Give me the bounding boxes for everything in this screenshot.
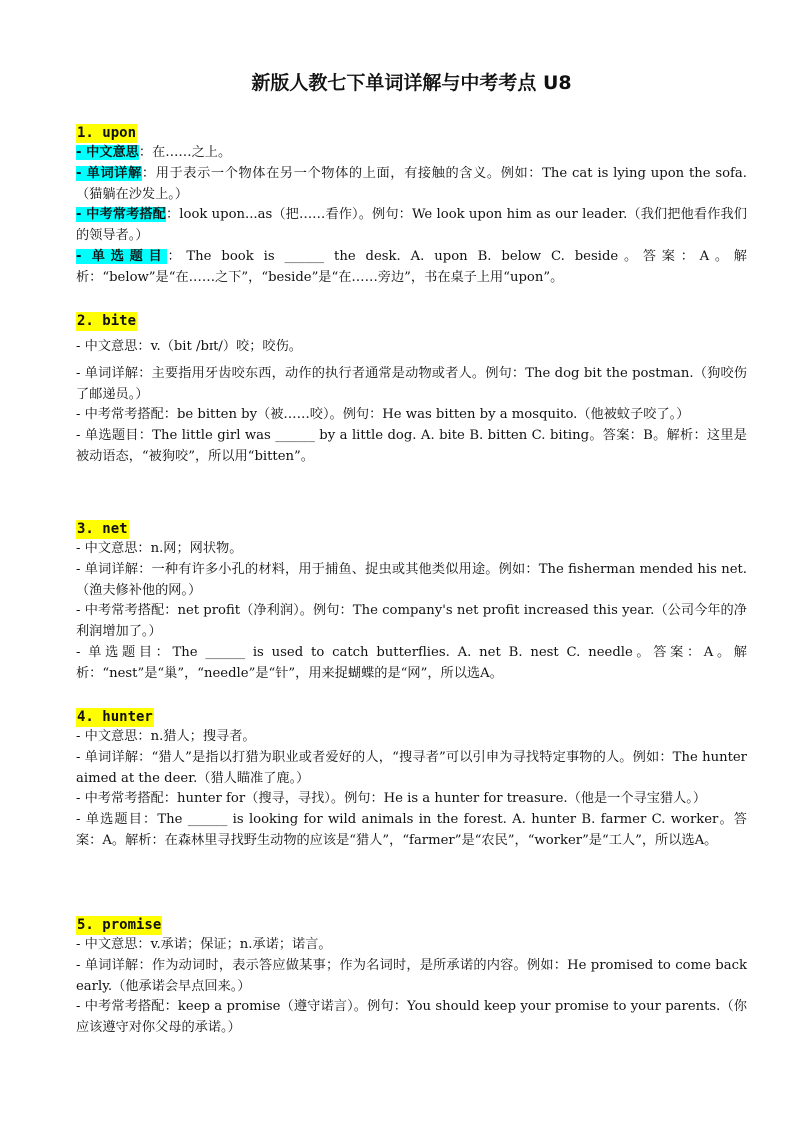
word-section-net [76,518,747,685]
page-title: 新版人教七下单词详解与中考考点 U8 [251,72,572,94]
word-section-hunter [76,706,747,852]
quiz-line [76,247,747,289]
phrase-line: - 中考常考搭配：be bitten by（被……咬）。例句：He was bitten by a mosquito.（他被蚊子咬了。） [76,407,690,423]
detail-line: - 单词详解：作为动词时，表示答应做某事；作为名词时，是所承诺的内容。例如：He promised to come back early.（他承诺会早点回来。） [76,957,747,994]
phrase-label: - 中考常考搭配 [76,207,166,223]
word-heading: 4. hunter [77,709,153,725]
word-heading: 5. promise [77,917,162,933]
meaning-line: - 中文意思：n.猎人；搜寻者。 [76,729,256,744]
phrase-line [76,205,747,247]
meaning-line [76,143,747,164]
meaning-line: - 中文意思：v.承诺；保证；n.承诺；诺言。 [76,937,332,952]
meaning-line: - 中文意思：n.网；网状物。 [76,541,243,556]
meaning-label: - 中文意思 [76,145,139,160]
word-section-promise [76,914,747,1039]
meaning-line: - 中文意思：v.（bit /bɪt/）咬；咬伤。 [76,339,302,354]
word-heading: 1. upon [77,125,137,141]
quiz-line: - 单选题目：The little girl was ______ by a little dog. A. bite B. bitten C. biting。答案：B。解析：这里是被动语态，“被狗咬”，所以用“bitten”。 [76,428,747,464]
quiz-text: ：The book is ______ the desk. A. upon B. below C. beside。答案：A。解析：“below”是“在……之下”，“beside”是“在……旁边”，书在桌子上用“upon”。 [76,248,747,285]
detail-line: - 单词详解：“猎人”是指以打猎为职业或者爱好的人，“搜寻者”可以引申为寻找特定事物的人。例如：The hunter aimed at the deer.（猎人瞄准了鹿。） [76,749,747,786]
phrase-line: - 中考常考搭配：net profit（净利润）。例句：The company's net profit increased this year.（公司今年的净利润增加了。） [76,603,747,640]
phrase-line: - 中考常考搭配：hunter for（搜寻，寻找）。例句：He is a hunter for treasure.（他是一个寻宝猎人。） [76,791,707,807]
quiz-line: - 单选题目：The ______ is looking for wild animals in the forest. A. hunter B. farmer C. worker。答案：A。解析：在森林里寻找野生动物的应该是“猎人”，“farmer”是“农民”，“worker”是“工人”，所以选A。 [76,812,747,848]
word-heading: 2. bite [77,313,137,329]
detail-line: - 单词详解：主要指用牙齿咬东西，动作的执行者通常是动物或者人。例句：The dog bit the postman.（狗咬伤了邮递员。） [76,365,747,402]
word-heading: 3. net [77,521,128,537]
word-section-bite [76,310,747,468]
quiz-label: - 单选题目 [76,248,168,264]
meaning-text: ：在……之上。 [138,145,232,160]
phrase-line: - 中考常考搭配：keep a promise（遵守诺言）。例句：You should keep your promise to your parents.（你应该遵守对你父母的承诺。） [76,999,747,1036]
phrase-text: ：look upon...as（把……看作）。例句：We look upon him as our leader.（我们把他看作我们的领导者。） [76,207,747,244]
detail-text: ：用于表示一个物体在另一个物体的上面，有接触的含义。例如：The cat is lying upon the sofa.（猫躺在沙发上。） [76,165,747,202]
detail-line [76,164,747,206]
quiz-line: - 单选题目：The ______ is used to catch butterflies. A. net B. nest C. needle。答案：A。解析：“nest”是“巢”，“needle”是“针”，用来捉蝴蝶的是“网”，所以选A。 [76,644,747,681]
detail-label: - 单词详解 [76,165,142,181]
word-section-upon [76,122,747,289]
detail-line: - 单词详解：一种有许多小孔的材料，用于捕鱼、捉虫或其他类似用途。例如：The fisherman mended his net.（渔夫修补他的网。） [76,561,747,598]
